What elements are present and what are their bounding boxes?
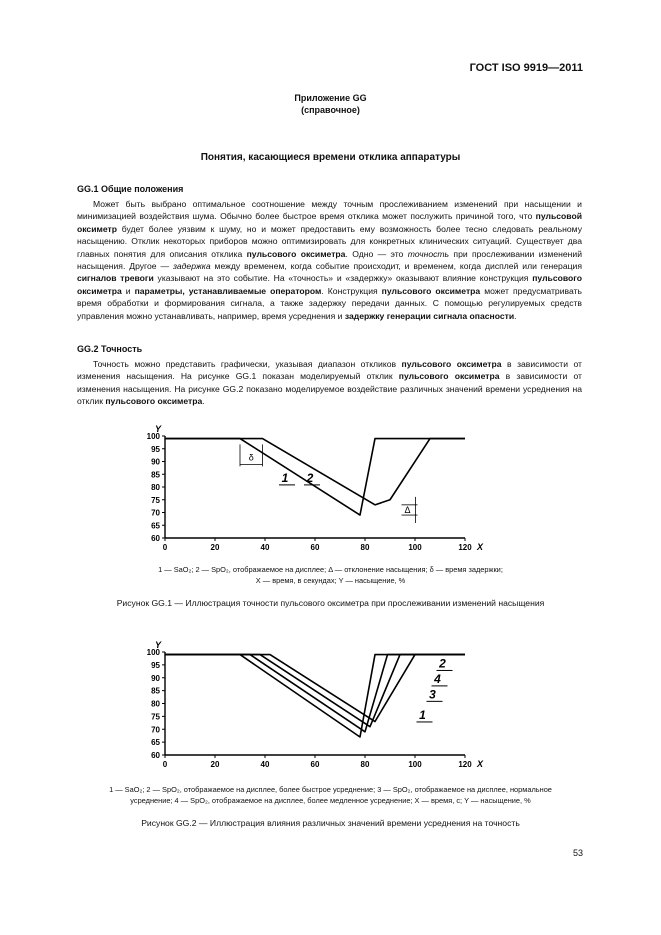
x-tick-label: 20	[210, 543, 220, 552]
italic-term: точность	[407, 248, 450, 259]
y-tick-label: 90	[151, 457, 160, 467]
y-tick-label: 75	[151, 495, 160, 505]
figure1-chart	[130, 418, 500, 558]
x-tick-label: 100	[408, 543, 422, 552]
bold-term: параметры, устанавливаемые оператором	[134, 285, 322, 296]
x-tick-label: 80	[360, 543, 370, 552]
bold-term: сигналов тревоги	[77, 273, 154, 284]
curve-label-3: 3	[429, 687, 436, 702]
y-tick-label: 100	[146, 648, 160, 657]
curve-label-2: 2	[306, 470, 314, 485]
bold-term: пульсового оксиметра	[105, 396, 203, 407]
figure2-caption: Рисунок GG.2 — Иллюстрация влияния различных значений времени усреднения на точность	[141, 818, 520, 828]
text-run: Может быть выбрано оптимальное соотношение между точным прослеживанием изменений при насыщении и минимизацией воздействия шума. Обычно более быстрое время отклика может послужить причиной того, что	[77, 199, 582, 222]
x-tick-label: 0	[162, 760, 168, 769]
x-axis-title: X	[477, 542, 484, 552]
text-run: . Одно — это	[345, 248, 408, 259]
y-axis-title: Y	[155, 424, 162, 434]
text-run: будет более уязвим к шуму, но и может предоставить ему возможность более тесно следовать реальному насыщению. Отклик некоторых приборов можно оптимизировать для конкретных клинических ситуаций. Существует два главных понятия для описания отклика	[77, 223, 582, 259]
section1-heading: GG.1 Общие положения	[77, 184, 184, 194]
text-run: .	[514, 310, 517, 321]
y-tick-label: 80	[151, 483, 160, 492]
delay-label: δ	[248, 452, 254, 463]
y-tick-label: 85	[151, 686, 160, 696]
bold-term: пульсовой оксиметр	[77, 211, 582, 234]
text-run: в зависимости от изменения насыщения. На рисунке GG.2 показано моделируемое воздействие различных значений времени усреднения на отклик	[77, 371, 582, 407]
bold-term: пульсового оксиметра	[77, 273, 582, 296]
section1-paragraph	[77, 198, 582, 322]
bold-term: пульсового оксиметра	[381, 285, 481, 296]
curve-label-4: 4	[434, 671, 441, 686]
y-tick-label: 60	[151, 751, 160, 760]
text-run: при прослеживании изменений насыщения. Другое —	[77, 248, 582, 272]
text-run: .	[202, 396, 205, 407]
y-tick-label: 95	[151, 444, 160, 454]
series-line-2	[165, 439, 465, 505]
text-run: указывают на это событие. На «точность» и «задержку» оказывают влияние конструкция	[153, 273, 533, 284]
x-tick-label: 40	[260, 543, 270, 552]
x-tick-label: 60	[310, 543, 320, 552]
figure2-legend-line2: усреднение; 4 — SpO₂, отображаемое на дисплее, более медленное усреднение; X — время, с; Y — насыщение, %	[130, 796, 531, 805]
bold-term: задержку генерации сигнала опасности	[344, 310, 515, 321]
x-tick-label: 60	[310, 760, 320, 769]
y-tick-label: 95	[151, 660, 160, 670]
x-tick-label: 20	[210, 760, 220, 769]
x-tick-label: 120	[458, 760, 472, 769]
text-run: Точность можно представить графически, указывая диапазон откликов	[93, 359, 402, 369]
curve-label-1: 1	[281, 470, 289, 485]
y-tick-label: 85	[151, 470, 160, 480]
bold-term: пульсового оксиметра	[401, 359, 502, 369]
document-id: ГОСТ ISO 9919—2011	[469, 62, 583, 74]
y-tick-label: 60	[151, 534, 160, 543]
text-run: в зависимости от изменения насыщения. На рисунке GG.1 показан моделируемый отклик	[77, 359, 582, 382]
curve-label-2: 2	[439, 656, 446, 671]
bold-term: пульсового оксиметра	[398, 371, 500, 382]
figure1-caption: Рисунок GG.1 — Иллюстрация точности пульсового оксиметра при прослеживании изменений насыщения	[116, 598, 545, 608]
deviation-label: Δ	[404, 504, 411, 515]
figure1-legend-line2: X — время, в секундах; Y — насыщение, %	[255, 576, 406, 585]
text-run: и	[121, 285, 135, 296]
section2-heading: GG.2 Точность	[77, 344, 143, 354]
curve-label-1: 1	[419, 707, 426, 722]
series-line-1	[165, 439, 465, 516]
x-tick-label: 40	[260, 760, 270, 769]
y-tick-label: 65	[151, 738, 160, 748]
x-tick-label: 120	[458, 543, 472, 552]
y-tick-label: 100	[146, 432, 160, 441]
x-axis-title: X	[477, 759, 484, 769]
italic-term: задержка	[172, 261, 211, 272]
text-run: . Конструкция	[321, 285, 382, 296]
x-tick-label: 80	[360, 760, 370, 769]
figure2-chart	[130, 632, 500, 777]
y-tick-label: 80	[151, 699, 160, 709]
y-tick-label: 70	[151, 508, 160, 518]
figure1-legend-line1: 1 — SaO₂; 2 — SpO₂, отображаемое на дисплее; Δ — отклонение насыщения; δ — время задержки;	[158, 565, 503, 574]
main-title: Понятия, касающиеся времени отклика аппаратуры	[200, 152, 461, 163]
annex-subtitle: (справочное)	[301, 105, 360, 115]
y-tick-label: 90	[151, 673, 160, 683]
x-tick-label: 0	[162, 543, 168, 552]
text-run: между временем, когда событие происходит, и временем, когда дисплей или генерация	[210, 261, 582, 272]
page-number: 53	[572, 848, 583, 858]
y-tick-label: 65	[151, 521, 160, 531]
bold-term: пульсового оксиметра	[246, 248, 346, 259]
y-tick-label: 75	[151, 712, 160, 722]
figure2-legend-line1: 1 — SaO₂; 2 — SpO₂, отображаемое на дисплее, более быстрое усреднение; 3 — SpO₂, отображаемое на дисплее, нормальное	[109, 785, 552, 794]
y-tick-label: 70	[151, 725, 160, 735]
annex-title: Приложение GG	[294, 93, 367, 103]
series-line-1	[165, 655, 465, 737]
section2-paragraph	[77, 358, 582, 408]
text-run: может предусматривать время обработки и формирования сигнала, а также задержку передачи данных. С помощью регулируемых средств управления можно устанавливать, например, время усреднения и	[77, 285, 582, 321]
y-axis-title: Y	[155, 640, 162, 650]
x-tick-label: 100	[408, 760, 422, 769]
